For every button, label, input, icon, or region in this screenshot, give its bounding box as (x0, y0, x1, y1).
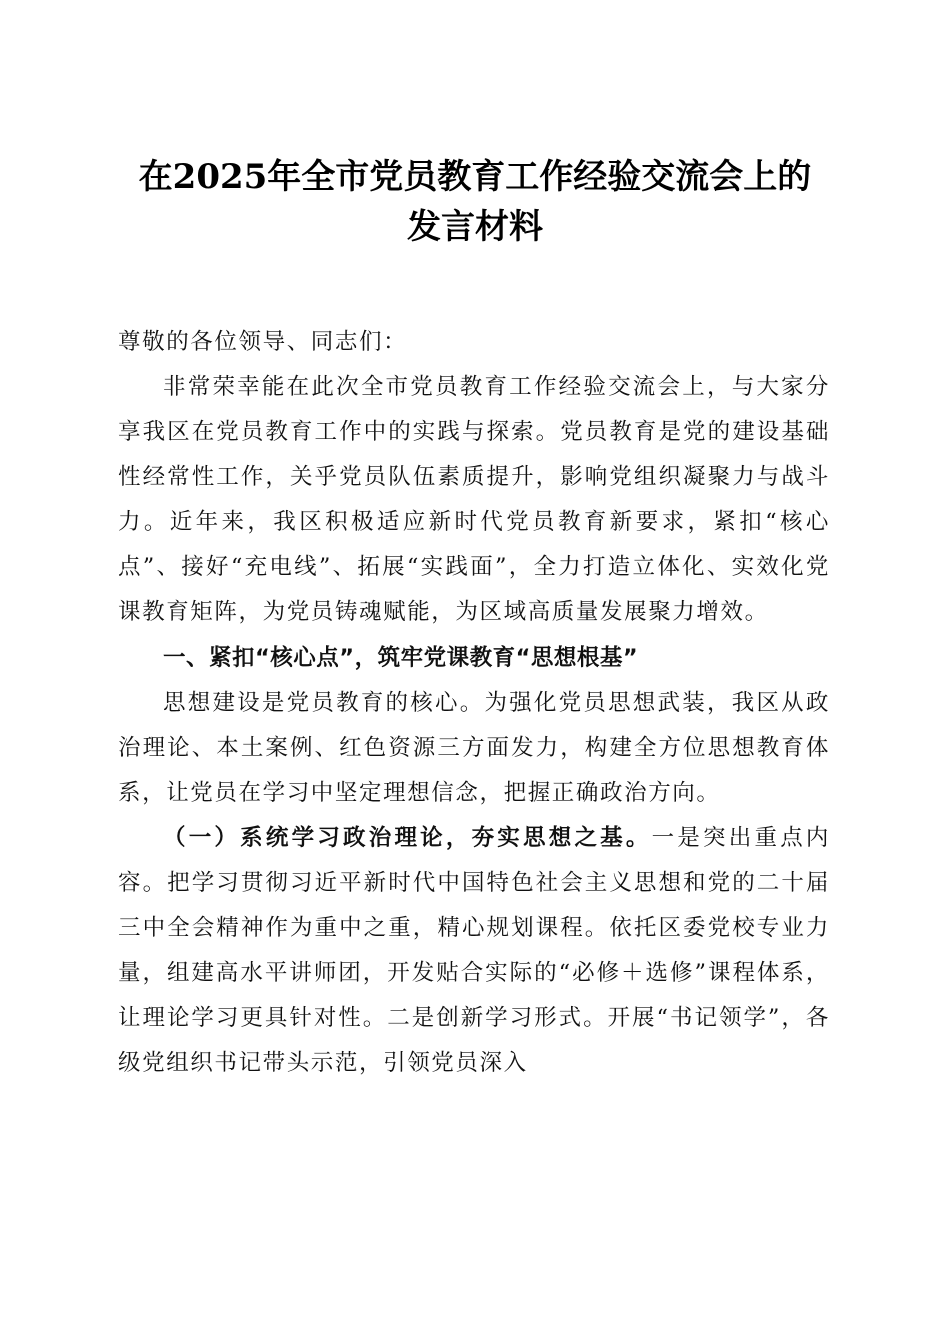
title-line-1: 在2025年全市党员教育工作经验交流会上的 (138, 157, 812, 197)
subsection-1-lead: （一）系统学习政治理论，夯实思想之基。 (163, 825, 652, 851)
document-title (100, 152, 850, 252)
subsection-1-body: 一是突出重点内容。把学习贯彻习近平新时代中国特色社会主义思想和党的二十届三中全会精神作为重中之重，精心规划课程。依托区委党校专业力量，组建高水平讲师团，开发贴合实际的“必修＋选修”课程体系，让理论学习更具针对性。二是创新学习形式。开展“书记领学”，各级党组织书记带头示范，引领党员深入 (118, 825, 831, 1076)
intro-paragraph: 非常荣幸能在此次全市党员教育工作经验交流会上，与大家分享我区在党员教育工作中的实践与探索。党员教育是党的建设基础性经常性工作，关乎党员队伍素质提升，影响党组织凝聚力与战斗力。近年来，我区积极适应新时代党员教育新要求，紧扣“核心点”、接好“充电线”、拓展“实践面”，全力打造立体化、实效化党课教育矩阵，为党员铸魂赋能，为区域高质量发展聚力增效。 (118, 374, 830, 625)
section-1-heading: 一、紧扣“核心点”，筑牢党课教育“思想根基” (163, 645, 639, 671)
salutation: 尊敬的各位领导、同志们： (118, 329, 408, 355)
title-line-2: 发言材料 (407, 207, 543, 247)
document-body (118, 320, 830, 1086)
section-1-paragraph: 思想建设是党员教育的核心。为强化党员思想武装，我区从政治理论、本土案例、红色资源三方面发力，构建全方位思想教育体系，让党员在学习中坚定理想信念，把握正确政治方向。 (118, 690, 830, 806)
subsection-1-paragraph (118, 816, 830, 1086)
